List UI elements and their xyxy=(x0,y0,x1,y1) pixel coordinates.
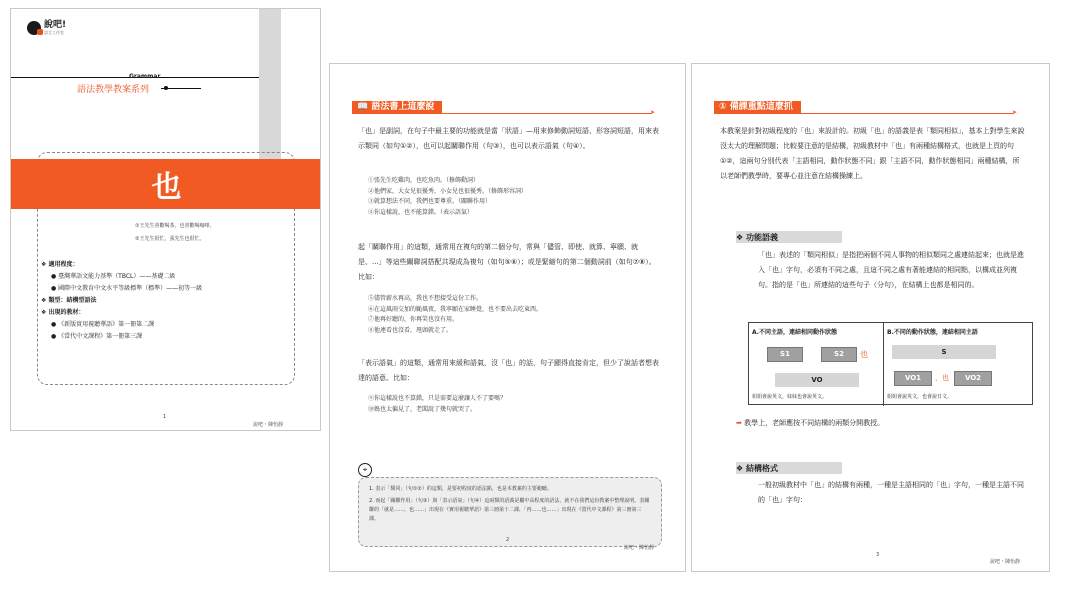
speech-bubble-icon xyxy=(27,21,41,35)
brand-subtitle: 語言工作室 xyxy=(44,30,64,35)
function-paragraph: 「也」表述的「類同相似」是指把兩個不同人事物的相似類同之處連結起來；也就是進入「也」字句，必須有不同之處，且這不同之處有著能連結的相同點，以構成並列複句。指的是「也」所連結的這些句子（分句），在結構上也都是相同的。 xyxy=(758,251,1024,289)
source-item: ● 《當代中文課程》第一冊第三課 xyxy=(51,333,143,340)
paragraph: 「表示語氣」的這類，通常用來緩和語氣，沒「也」的話，句子顯得直接肯定，但少了說話者想表達的語意。比如： xyxy=(358,359,659,382)
grammar-point-title: 也 xyxy=(11,159,321,209)
note-item: 1. 表示「類同」（句①②）的這類，是要初程度的語法點，也是本教案的主要範疇。 xyxy=(369,486,552,492)
arrow-right-icon: ➤ xyxy=(650,109,656,116)
series-title: 語法教學教案系列 xyxy=(77,85,150,95)
subject-box: S1 xyxy=(767,347,803,362)
intro-paragraph: 本教案是針對初級程度的「也」來設計的。初級「也」的語義是表「類同相似」，基本上對學生來說沒太大的理解問題；比較要注意的是結構，初級教材中「也」有兩種結構格式，也就是上頁的句①②，這兩句分別代表「主語相同，動作狀態不同」跟「主語不同，動作狀態相同」兩種結構，所以老師們教學時，要專心並注意在結構操練上。 xyxy=(720,127,1025,180)
diagram-title: A.不同主語，連結相同動作狀態 xyxy=(752,329,838,336)
example-sentence: ①張先生吃雞肉，也吃魚肉。（修飾動詞） xyxy=(368,177,480,184)
intro-paragraph: 「也」是副詞，在句子中最主要的功能就是當「狀語」—用來修飾動詞短語、形容詞短語，用來表示類同（如句①②），也可以起關聯作用（句③），也可以表示語氣（句④）。 xyxy=(358,127,659,150)
ye-marker: ，也 xyxy=(935,374,949,382)
example-sentence: ⑩媽也太偏見了，老闆說了幾句就哭了。 xyxy=(368,405,477,413)
brand-logo xyxy=(27,21,66,35)
example-sentence: ⑦他再好聽的，你再笑也沒有用。 xyxy=(368,316,459,323)
lesson-info xyxy=(41,259,291,343)
diagram-panel-a xyxy=(749,323,884,406)
example-sentence: ③就算想法不同，我們也要尊重。（關聯作用） xyxy=(368,198,492,205)
subject-box: S2 xyxy=(821,347,857,362)
grammar-label: Grammar xyxy=(129,73,161,80)
type-line: ❖ 類型：結構型語法 xyxy=(41,297,97,304)
predicate-box: VO1 xyxy=(894,371,932,386)
cover-page xyxy=(10,8,321,431)
diagram-title: B.不同的動作狀態，連結相同主語 xyxy=(887,329,978,336)
predicate-box: VO2 xyxy=(954,371,992,386)
section-heading: 📖 語法書上這麼說 xyxy=(352,101,442,114)
page-number: 1 xyxy=(163,414,167,420)
example-sentence: ⑨你這樣說也不算錯，只是需要這麼讓人不了要嗎？ xyxy=(368,395,507,402)
diagram-caption: 姐姐會說英文，妹妹也會說英文。 xyxy=(752,394,828,400)
structure-heading: ❖ 結構格式 xyxy=(736,464,778,473)
brand-name: 說吧! xyxy=(44,20,67,30)
section-heading: ① 備課重點這麼抓 xyxy=(714,101,801,114)
subject-box: S xyxy=(892,345,996,359)
source-item: ● 《新版實用視聽華語》第一冊第二課 xyxy=(51,321,155,328)
predicate-box: VO xyxy=(775,373,859,387)
diagram-panel-b xyxy=(884,323,1034,406)
structure-diagram xyxy=(748,322,1033,405)
book-icon: 📖 xyxy=(357,102,369,112)
example-sentence: ④你這樣說，也不能算錯。（表示語氣） xyxy=(368,208,474,216)
author: 說吧・陳怡靜 xyxy=(253,422,284,428)
lesson-prep-page xyxy=(691,63,1050,572)
example-sentence: ⑤儘管薪水再高，我也不想接受這份工作。 xyxy=(368,295,483,302)
page-number: 3 xyxy=(876,552,880,558)
example-list xyxy=(368,394,658,415)
info-circle-icon: ① xyxy=(719,102,727,112)
structure-paragraph: 一般初級教材中「也」的結構有兩種，一種是主語相同的「也」字句，一種是主語不同的「也」字句： xyxy=(758,481,1024,504)
example-sentence: ①王先生喜歡喝茶，也喜歡喝咖啡。 xyxy=(135,223,215,229)
example-sentence: ⑥在這風雨交加的颱風夜，我寧願在家睡覺，也不要出去吃東西。 xyxy=(368,305,543,313)
grammar-book-page xyxy=(329,63,686,572)
author: 說吧・陳怡靜 xyxy=(990,559,1021,565)
section-underline xyxy=(352,113,652,114)
paragraph: 起「關聯作用」的這類，通常用在複句的第二個分句，常與「儘管、即使、就算、寧願、就是、...」等這些關聯詞搭配共現成為複句（如句⑤⑥）；或是緊縮句的第二個動詞前（如句⑦⑧）。比如： xyxy=(358,243,656,281)
sources-heading: ❖ 出現的教材： xyxy=(41,309,85,316)
example-sentence: ②王先生很忙，張先生也很忙。 xyxy=(135,236,205,242)
arrow-right-icon: ➡ xyxy=(736,419,742,427)
level-heading: ❖ 適用程度： xyxy=(41,261,79,268)
example-list xyxy=(368,176,658,218)
note-item: 2. 而起「關聯作用」（句③）與「表示語氣」（句④）這兩類的語義是屬中高程度的語法，就不在我們這份教案中整理說明。表關聯的「就是……，也……」出現在《實用視聽華語》第三冊第十二課，「再……也……」出現在《當代中文課程》第三冊第三課。 xyxy=(369,498,650,522)
location-pin-icon: ⌖ xyxy=(358,463,372,477)
decorative-bar xyxy=(259,9,281,159)
teaching-tip: ➡ 教學上，老師應按不同結構的兩類分開教授。 xyxy=(736,419,885,427)
section-underline xyxy=(714,113,1014,114)
level-item: ● 國際中文教育中文水平等級標準（標準）——初等一級 xyxy=(51,285,203,292)
example-sentence: ⑧他連看也沒看，甩頭就走了。 xyxy=(368,326,453,334)
page-number: 2 xyxy=(506,537,510,543)
ye-marker: 也 xyxy=(860,350,868,359)
example-sentence: ②他們家，大女兒很優秀，小女兒也很優秀。（修飾形容詞） xyxy=(368,187,528,195)
diagram-caption: 姐姐會說英文，也會說日文。 xyxy=(887,394,953,400)
example-list xyxy=(368,294,658,336)
arrow-right-icon: ➤ xyxy=(1012,109,1018,116)
teacher-note xyxy=(358,477,662,547)
level-item: ● 臺灣華語文能力基準（TBCL）——基礎二級 xyxy=(51,273,176,280)
function-heading: ❖ 功能語義 xyxy=(736,233,778,242)
rule-dot-icon xyxy=(164,86,168,90)
author: 說吧・陳怡靜 xyxy=(624,545,655,551)
